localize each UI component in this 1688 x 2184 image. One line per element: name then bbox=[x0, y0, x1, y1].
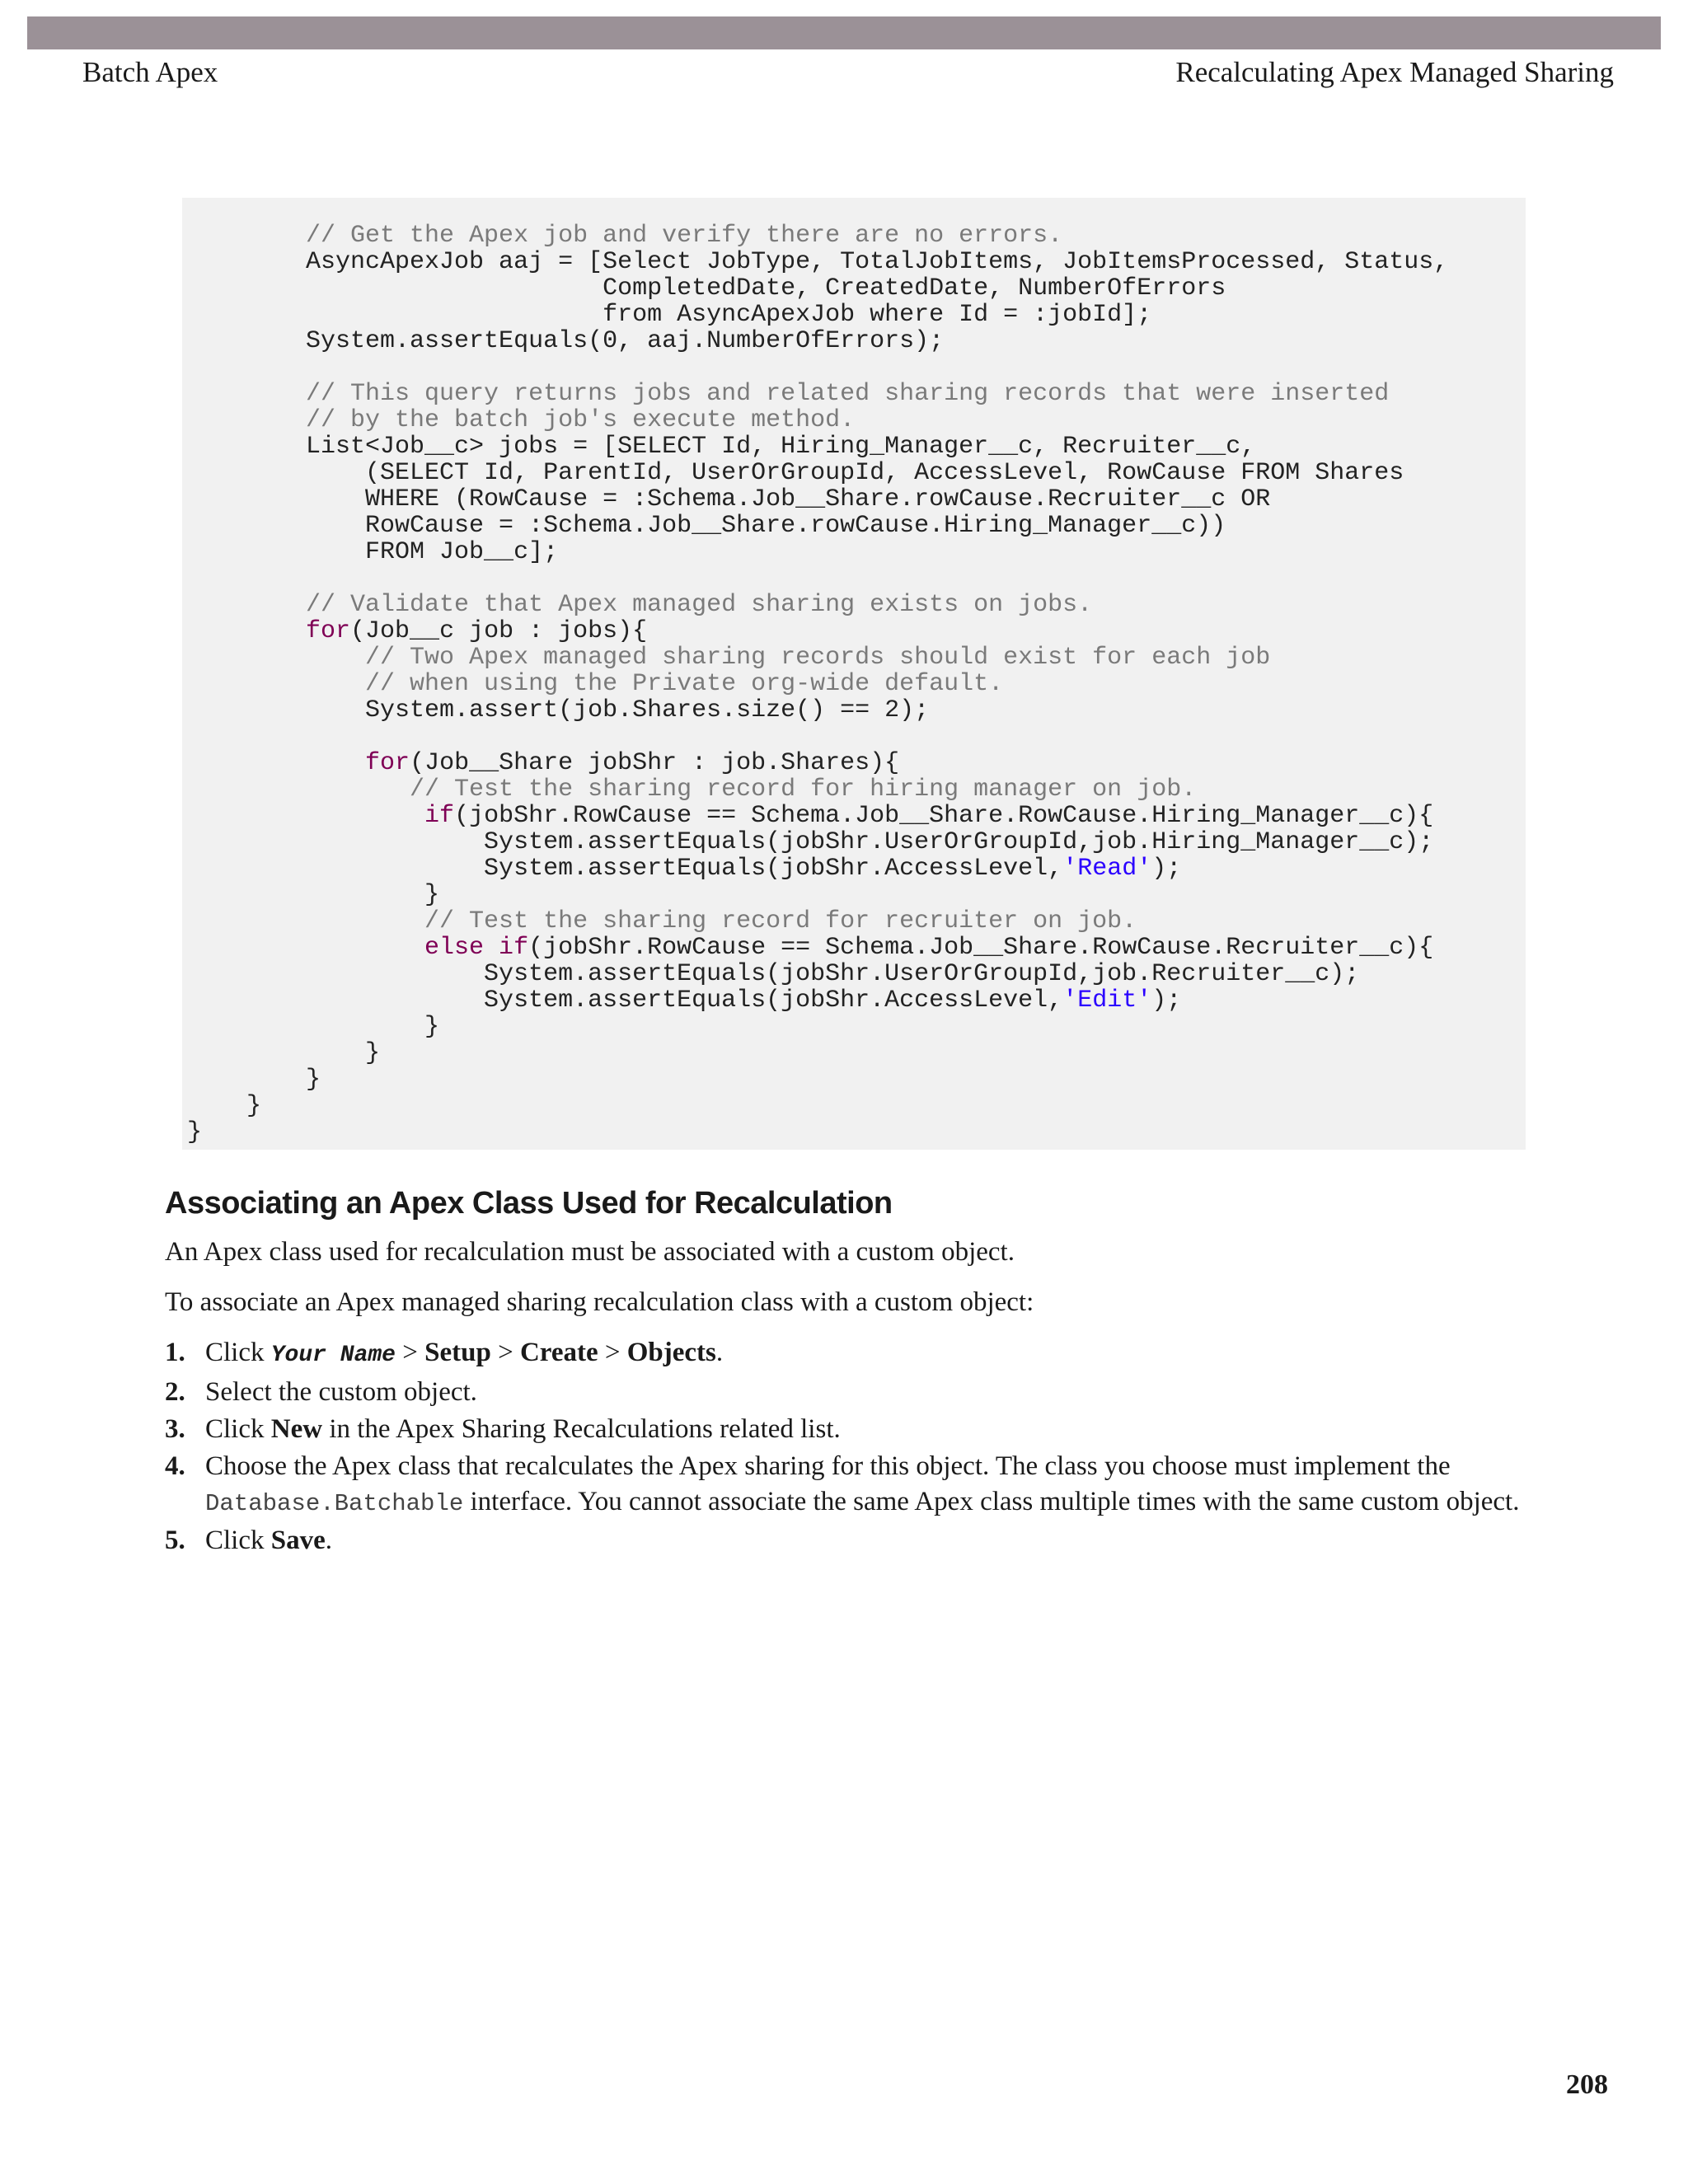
code-line: System.assertEquals(0, aaj.NumberOfErrors); bbox=[187, 327, 945, 355]
code-string: 'Edit' bbox=[1062, 987, 1152, 1015]
step-separator: > bbox=[395, 1338, 425, 1367]
code-line: } bbox=[187, 1118, 203, 1146]
step-number: 5. bbox=[165, 1526, 185, 1555]
code-line: (jobShr.RowCause == Schema.Job__Share.RowCause.Recruiter__c){ bbox=[528, 934, 1434, 962]
code-line: } bbox=[187, 881, 440, 909]
code-line: } bbox=[187, 1013, 440, 1041]
code-line: (Job__Share jobShr : job.Shares){ bbox=[410, 749, 900, 777]
step-item bbox=[165, 1449, 1566, 1521]
code-line: RowCause = :Schema.Job__Share.rowCause.Hiring_Manager__c)) bbox=[187, 512, 1226, 540]
ui-label-create: Create bbox=[519, 1338, 598, 1367]
step-item bbox=[165, 1412, 1566, 1447]
code-listing bbox=[187, 223, 1526, 1146]
page-number: 208 bbox=[1566, 2069, 1608, 2100]
code-line: (Job__c job : jobs){ bbox=[350, 617, 648, 645]
step-text: Click bbox=[205, 1338, 271, 1367]
code-line: ); bbox=[1151, 855, 1182, 883]
code-keyword: for bbox=[306, 617, 351, 645]
code-line: // by the batch job's execute method. bbox=[187, 406, 856, 434]
step-item bbox=[165, 1335, 1566, 1373]
step-text: in the Apex Sharing Recalculations related list. bbox=[322, 1414, 841, 1444]
step-number: 4. bbox=[165, 1451, 185, 1481]
step-item bbox=[165, 1375, 1566, 1410]
code-block bbox=[182, 198, 1526, 1150]
code-line: AsyncApexJob aaj = [Select JobType, TotalJobItems, JobItemsProcessed, Status, bbox=[187, 248, 1449, 276]
step-separator: > bbox=[490, 1338, 520, 1367]
code-line: CompletedDate, CreatedDate, NumberOfErrors bbox=[187, 274, 1226, 302]
code-line: } bbox=[187, 1066, 321, 1094]
step-text: Choose the Apex class that recalculates the Apex sharing for this object. The class you choose must implement the bbox=[205, 1451, 1451, 1481]
ui-label-setup: Setup bbox=[424, 1338, 491, 1367]
code-keyword: for bbox=[365, 749, 410, 777]
code-line: List<Job__c> jobs = [SELECT Id, Hiring_Manager__c, Recruiter__c, bbox=[187, 433, 1256, 461]
code-line: (SELECT Id, ParentId, UserOrGroupId, AccessLevel, RowCause FROM Shares bbox=[187, 459, 1404, 487]
code-keyword: else if bbox=[424, 934, 529, 962]
body-paragraph: To associate an Apex managed sharing recalculation class with a custom object: bbox=[165, 1287, 1034, 1317]
code-line: ); bbox=[1151, 987, 1182, 1015]
code-line: } bbox=[187, 1092, 262, 1120]
code-line: System.assertEquals(jobShr.AccessLevel, bbox=[187, 855, 1063, 883]
code-line: System.assertEquals(jobShr.UserOrGroupId,job.Recruiter__c); bbox=[187, 960, 1360, 988]
ui-label-save: Save bbox=[270, 1526, 326, 1555]
section-heading: Associating an Apex Class Used for Recalculation bbox=[165, 1186, 893, 1221]
code-line: // Get the Apex job and verify there are no errors. bbox=[187, 222, 1063, 250]
code-line: (jobShr.RowCause == Schema.Job__Share.RowCause.Hiring_Manager__c){ bbox=[454, 802, 1434, 830]
code-line: FROM Job__c]; bbox=[187, 538, 559, 566]
steps-list bbox=[165, 1335, 1566, 1560]
code-line: System.assertEquals(jobShr.AccessLevel, bbox=[187, 987, 1063, 1015]
inline-code: Database.Batchable bbox=[205, 1490, 464, 1517]
code-line: System.assert(job.Shares.size() == 2); bbox=[187, 696, 930, 724]
code-line: // Test the sharing record for recruiter on job. bbox=[187, 907, 1137, 935]
step-text: Select the custom object. bbox=[205, 1377, 477, 1407]
code-line: // This query returns jobs and related sharing records that were inserted bbox=[187, 380, 1390, 408]
code-line: from AsyncApexJob where Id = :jobId]; bbox=[187, 301, 1152, 329]
step-number: 3. bbox=[165, 1414, 185, 1444]
code-line: // Two Apex managed sharing records should exist for each job bbox=[187, 644, 1271, 672]
ui-placeholder-name: Your Name bbox=[270, 1343, 396, 1368]
code-line: // Validate that Apex managed sharing exists on jobs. bbox=[187, 591, 1093, 619]
header-bar bbox=[27, 16, 1661, 49]
ui-label-new: New bbox=[270, 1414, 323, 1444]
code-keyword: if bbox=[424, 802, 455, 830]
running-header-left: Batch Apex bbox=[82, 56, 218, 88]
step-text: . bbox=[325, 1526, 332, 1555]
step-item bbox=[165, 1523, 1566, 1558]
step-text: . bbox=[715, 1338, 724, 1367]
ui-label-objects: Objects bbox=[626, 1338, 716, 1367]
code-string: 'Read' bbox=[1062, 855, 1152, 883]
step-text: Click bbox=[205, 1526, 271, 1555]
code-line: } bbox=[187, 1039, 381, 1067]
code-line: // Test the sharing record for hiring manager on job. bbox=[187, 776, 1197, 804]
code-line: WHERE (RowCause = :Schema.Job__Share.rowCause.Recruiter__c OR bbox=[187, 485, 1271, 513]
step-text: Click bbox=[205, 1414, 271, 1444]
step-text: interface. You cannot associate the same Apex class multiple times with the same custom object. bbox=[463, 1487, 1520, 1516]
running-header-right: Recalculating Apex Managed Sharing bbox=[1175, 56, 1614, 88]
body-paragraph: An Apex class used for recalculation must be associated with a custom object. bbox=[165, 1237, 1015, 1267]
step-separator: > bbox=[598, 1338, 627, 1367]
code-line: System.assertEquals(jobShr.UserOrGroupId,job.Hiring_Manager__c); bbox=[187, 828, 1434, 856]
step-number: 1. bbox=[165, 1338, 185, 1367]
step-number: 2. bbox=[165, 1377, 185, 1407]
code-line: // when using the Private org-wide default. bbox=[187, 670, 1004, 698]
